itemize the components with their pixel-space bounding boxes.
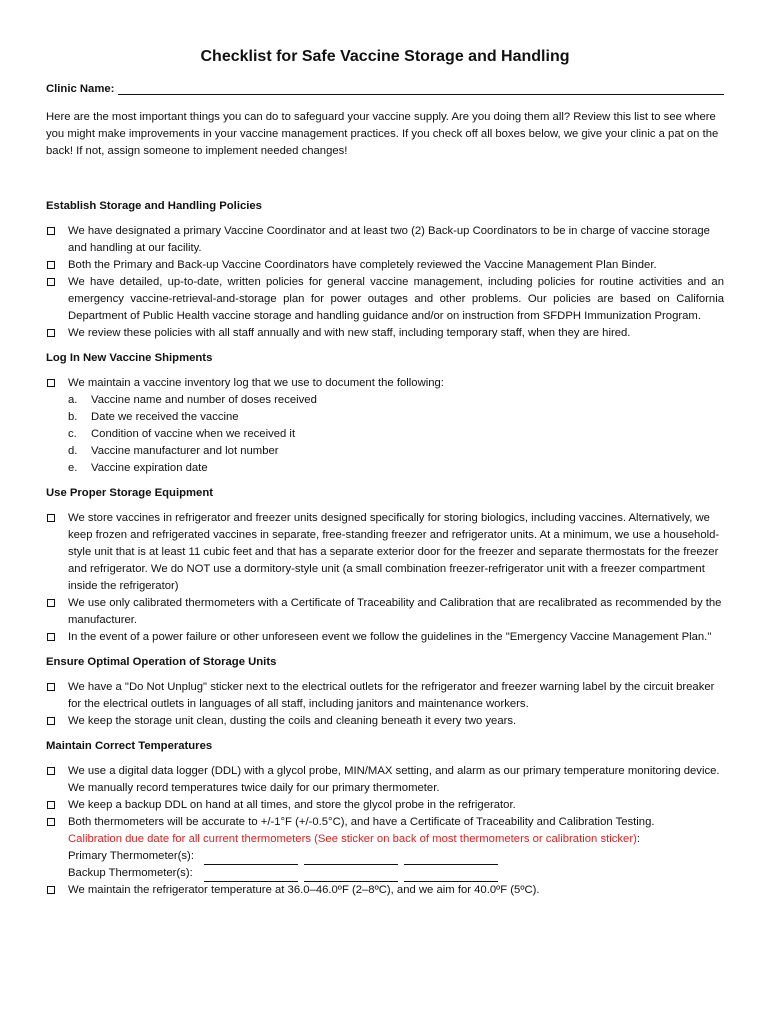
checklist-item: We keep a backup DDL on hand at all times, and store the glycol probe in the refrigerator. <box>46 797 724 814</box>
checklist-item: Both the Primary and Back-up Vaccine Coordinators have completely reviewed the Vaccine Management Plan Binder. <box>46 257 724 274</box>
backup-thermometer-label: Backup Thermometer(s): <box>68 867 193 879</box>
checklist-item: We use a digital data logger (DDL) with a glycol probe, MIN/MAX setting, and alarm as our primary temperature monitoring device. We manually record temperatures twice daily for our primary thermometer. <box>46 763 724 797</box>
checkbox-icon[interactable] <box>47 599 55 607</box>
primary-thermometer-field-1[interactable] <box>204 852 298 865</box>
checkbox-icon[interactable] <box>47 329 55 337</box>
primary-thermometer-field-3[interactable] <box>404 852 498 865</box>
sub-list-item: c. Condition of vaccine when we received it <box>68 428 296 440</box>
checkbox-icon[interactable] <box>47 818 55 826</box>
checklist-item: We have detailed, up-to-date, written policies for general vaccine management, including policies for routine activities and an emergency vaccine-retrieval-and-storage plan for power outages and other problems. Our policies are based on California Department of Public Health vaccine storage and handling guidance and/or on instruction from SFDPH Immunization Program. <box>46 274 724 325</box>
document-title: Checklist for Safe Vaccine Storage and Handling <box>200 48 570 65</box>
backup-thermometer-row <box>68 865 724 882</box>
section-title: Maintain Correct Temperatures <box>46 740 213 752</box>
checkbox-icon[interactable] <box>47 767 55 775</box>
primary-thermometer-field-2[interactable] <box>304 852 398 865</box>
clinic-name-row <box>46 82 724 95</box>
checkbox-icon[interactable] <box>47 717 55 725</box>
checkbox-icon[interactable] <box>47 379 55 387</box>
checkbox-icon[interactable] <box>47 633 55 641</box>
section-shipments <box>46 352 724 477</box>
primary-thermometer-label: Primary Thermometer(s): <box>68 850 194 862</box>
section-title: Log In New Vaccine Shipments <box>46 352 213 364</box>
sub-list-item: b. Date we received the vaccine <box>68 411 239 423</box>
checklist-item: We maintain the refrigerator temperature at 36.0–46.0ºF (2–8ºC), and we aim for 40.0ºF (5ºC). <box>46 882 724 899</box>
sub-list-item: a. Vaccine name and number of doses received <box>68 394 317 406</box>
checkbox-icon[interactable] <box>47 886 55 894</box>
clinic-name-label: Clinic Name: <box>46 83 115 95</box>
checklist-item: We use only calibrated thermometers with a Certificate of Traceability and Calibration that are recalibrated as recommended by the manufacturer. <box>46 595 724 629</box>
section-temperatures <box>46 740 724 899</box>
sub-list-item: d. Vaccine manufacturer and lot number <box>68 445 279 457</box>
checklist-item: In the event of a power failure or other unforeseen event we follow the guidelines in the "Emergency Vaccine Management Plan." <box>46 629 724 646</box>
checkbox-icon[interactable] <box>47 801 55 809</box>
checklist-item: We review these policies with all staff annually and with new staff, including temporary staff, when they are hired. <box>46 325 724 342</box>
section-title: Ensure Optimal Operation of Storage Units <box>46 656 277 668</box>
section-equipment <box>46 487 724 646</box>
checklist-item: We store vaccines in refrigerator and freezer units designed specifically for storing biologics, including vaccines. Alternatively, we keep frozen and refrigerated vaccines in separate, free-standing freezer and refrigerator units. At a minimum, we use a household-style unit that is at least 11 cubic feet and that has a separate exterior door for the freezer and separate thermostats for the freezer and refrigerator. We do NOT use a dormitory-style unit (a small combination freezer-refrigerator unit with a freezer compartment inside the refrigerator) <box>46 510 724 595</box>
checklist-item: We maintain a vaccine inventory log that we use to document the following: a. Vaccine name and number of doses received b. Date we received the vaccine c. Condition of vaccine when we received it d. Vaccine manufacturer and lot number e. Vaccine expiration date <box>46 375 724 477</box>
checklist-item: We have a "Do Not Unplug" sticker next to the electrical outlets for the refrigerator and freezer warning label by the circuit breaker for the electrical outlets in languages of all staff, including janitors and maintenance workers. <box>46 679 724 713</box>
sub-list-item: e. Vaccine expiration date <box>68 462 208 474</box>
section-policies <box>46 200 724 342</box>
checkbox-icon[interactable] <box>47 278 55 286</box>
calibration-note-row: Calibration due date for all current thermometers (See sticker on back of most thermometers or calibration sticker): <box>68 833 640 845</box>
backup-thermometer-field-3[interactable] <box>404 869 498 882</box>
section-title: Establish Storage and Handling Policies <box>46 200 262 212</box>
checklist-item: Both thermometers will be accurate to +/-1°F (+/-0.5°C), and have a Certificate of Traceability and Calibration Testing. Calibration due date for all current thermometers (See sticker on back of most thermometers or calibration sticker): Primary Thermometer(s): Backup Thermometer(s): <box>46 814 724 882</box>
backup-thermometer-field-1[interactable] <box>204 869 298 882</box>
checkbox-icon[interactable] <box>47 514 55 522</box>
calibration-note: Calibration due date for all current thermometers (See sticker on back of most thermometers or calibration sticker) <box>68 833 637 845</box>
checkbox-icon[interactable] <box>47 261 55 269</box>
backup-thermometer-field-2[interactable] <box>304 869 398 882</box>
checkbox-icon[interactable] <box>47 227 55 235</box>
intro-paragraph: Here are the most important things you can do to safeguard your vaccine supply. Are you doing them all? Review this list to see where you might make improvements in your vaccine management practices. If you check off all boxes below, we give your clinic a pat on the back! If not, assign someone to implement needed changes! <box>46 111 719 157</box>
section-operation <box>46 656 724 730</box>
primary-thermometer-row <box>68 848 724 865</box>
clinic-name-field[interactable] <box>118 82 724 95</box>
section-title: Use Proper Storage Equipment <box>46 487 213 499</box>
checkbox-icon[interactable] <box>47 683 55 691</box>
sub-list <box>68 392 724 477</box>
checklist-item: We keep the storage unit clean, dusting the coils and cleaning beneath it every two years. <box>46 713 724 730</box>
checklist-item: We have designated a primary Vaccine Coordinator and at least two (2) Back-up Coordinators to be in charge of vaccine storage and handling at our facility. <box>46 223 724 257</box>
